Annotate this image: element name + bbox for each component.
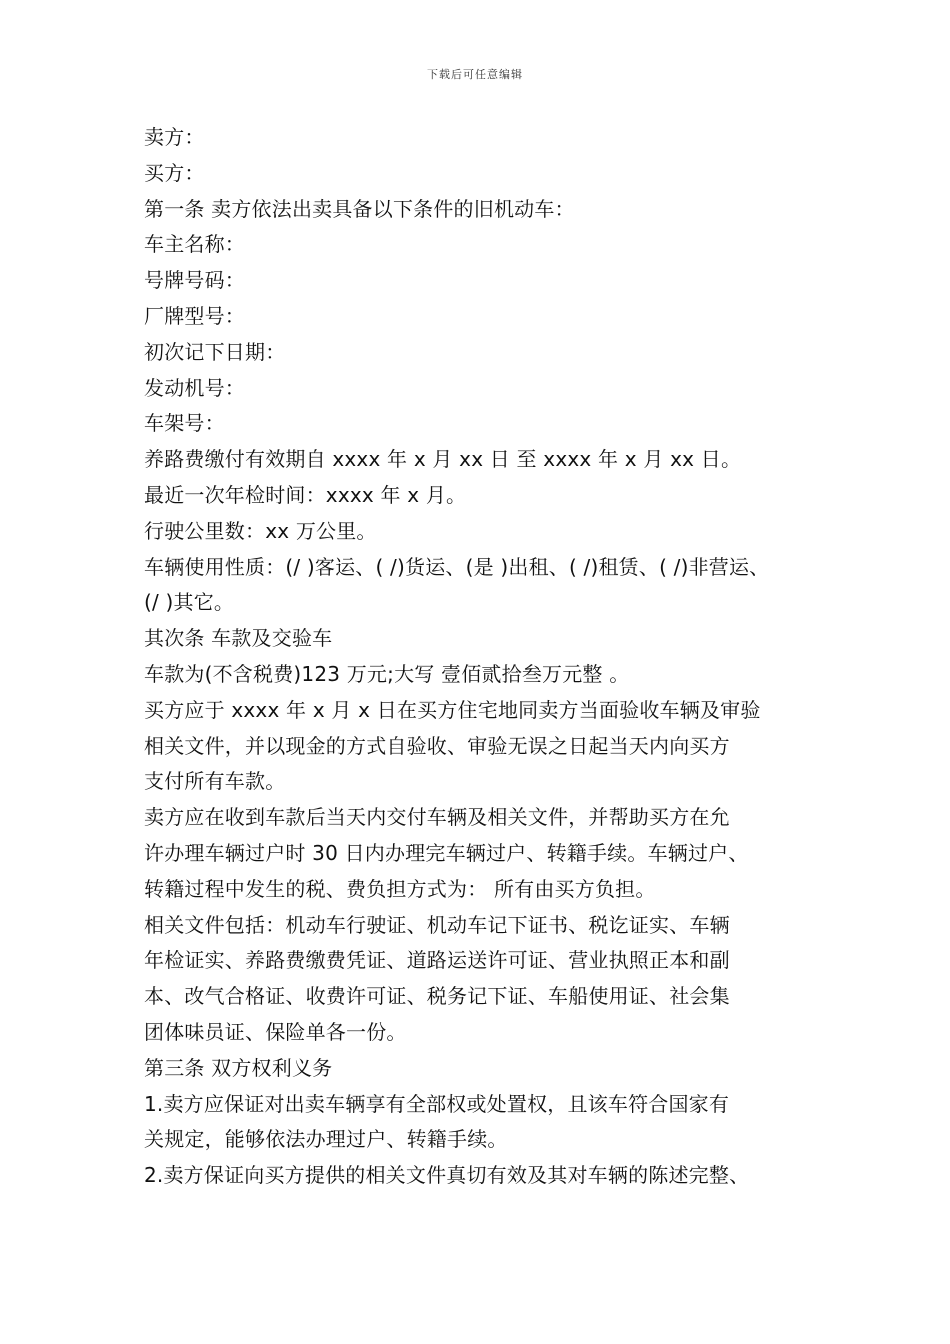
text-line: 本、改气合格证、收费许可证、税务记下证、车船使用证、社会集 [144,984,730,1009]
text-line: 行驶公里数：xx 万公里。 [144,518,377,543]
text-line: 卖方： [144,125,205,149]
text-line: 其次条 车款及交验车 [144,626,333,651]
text-line: 第三条 双方权利义务 [144,1055,333,1080]
text-line: 买方： [144,160,205,185]
text-line: 车款为(不含税费)123 万元;大写 壹佰贰拾叁万元整 。 [144,661,630,686]
text-line: 车主名称： [144,232,245,257]
text-line: 许办理车辆过户时 30 日内办理完车辆过户、转籍手续。车辆过户、 [144,840,749,865]
text-line: 号牌号码： [144,268,245,293]
text-line: 初次记下日期： [144,339,286,364]
text-line: 相关文件包括：机动车行驶证、机动车记下证书、税讫证实、车辆 [144,912,730,937]
text-line: 年检证实、养路费缴费凭证、道路运送许可证、营业执照正本和副 [144,948,730,973]
text-line: 厂牌型号： [144,303,245,328]
text-line: 第一条 卖方依法出卖具备以下条件的旧机动车： [144,196,575,221]
text-line: 关规定，能够依法办理过户、转籍手续。 [144,1127,508,1152]
text-line: 养路费缴付有效期自 xxxx 年 x 月 xx 日 至 xxxx 年 x 月 xx 日。 [144,447,742,472]
text-line: 2.卖方保证向买方提供的相关文件真切有效及其对车辆的陈述完整、 [144,1163,750,1188]
page-header: 下载后可任意编辑 [427,68,523,81]
text-line: 发动机号： [144,375,245,400]
text-line: 卖方应在收到车款后当天内交付车辆及相关文件，并帮助买方在允 [144,805,730,830]
document-body [144,120,834,1194]
text-line: 相关文件，并以现金的方式自验收、审验无误之日起当天内向买方 [144,733,730,758]
text-line: 最近一次年检时间：xxxx 年 x 月。 [144,482,467,507]
text-line: 团体味员证、保险单各一份。 [144,1019,407,1044]
text-line: 支付所有车款。 [144,769,286,794]
text-line: 买方应于 xxxx 年 x 月 x 日在买方住宅地同卖方当面验收车辆及审验 [144,697,761,722]
text-line: 1.卖方应保证对出卖车辆享有全部权或处置权，且该车符合国家有 [144,1091,730,1116]
text-line: (/ )其它。 [144,590,235,615]
text-line: 车架号： [144,411,225,436]
text-line: 车辆使用性质：(/ )客运、( /)货运、(是 )出租、( /)租赁、( /)非营运、 [144,554,770,579]
text-line: 转籍过程中发生的税、费负担方式为： 所有由买方负担。 [144,876,656,901]
